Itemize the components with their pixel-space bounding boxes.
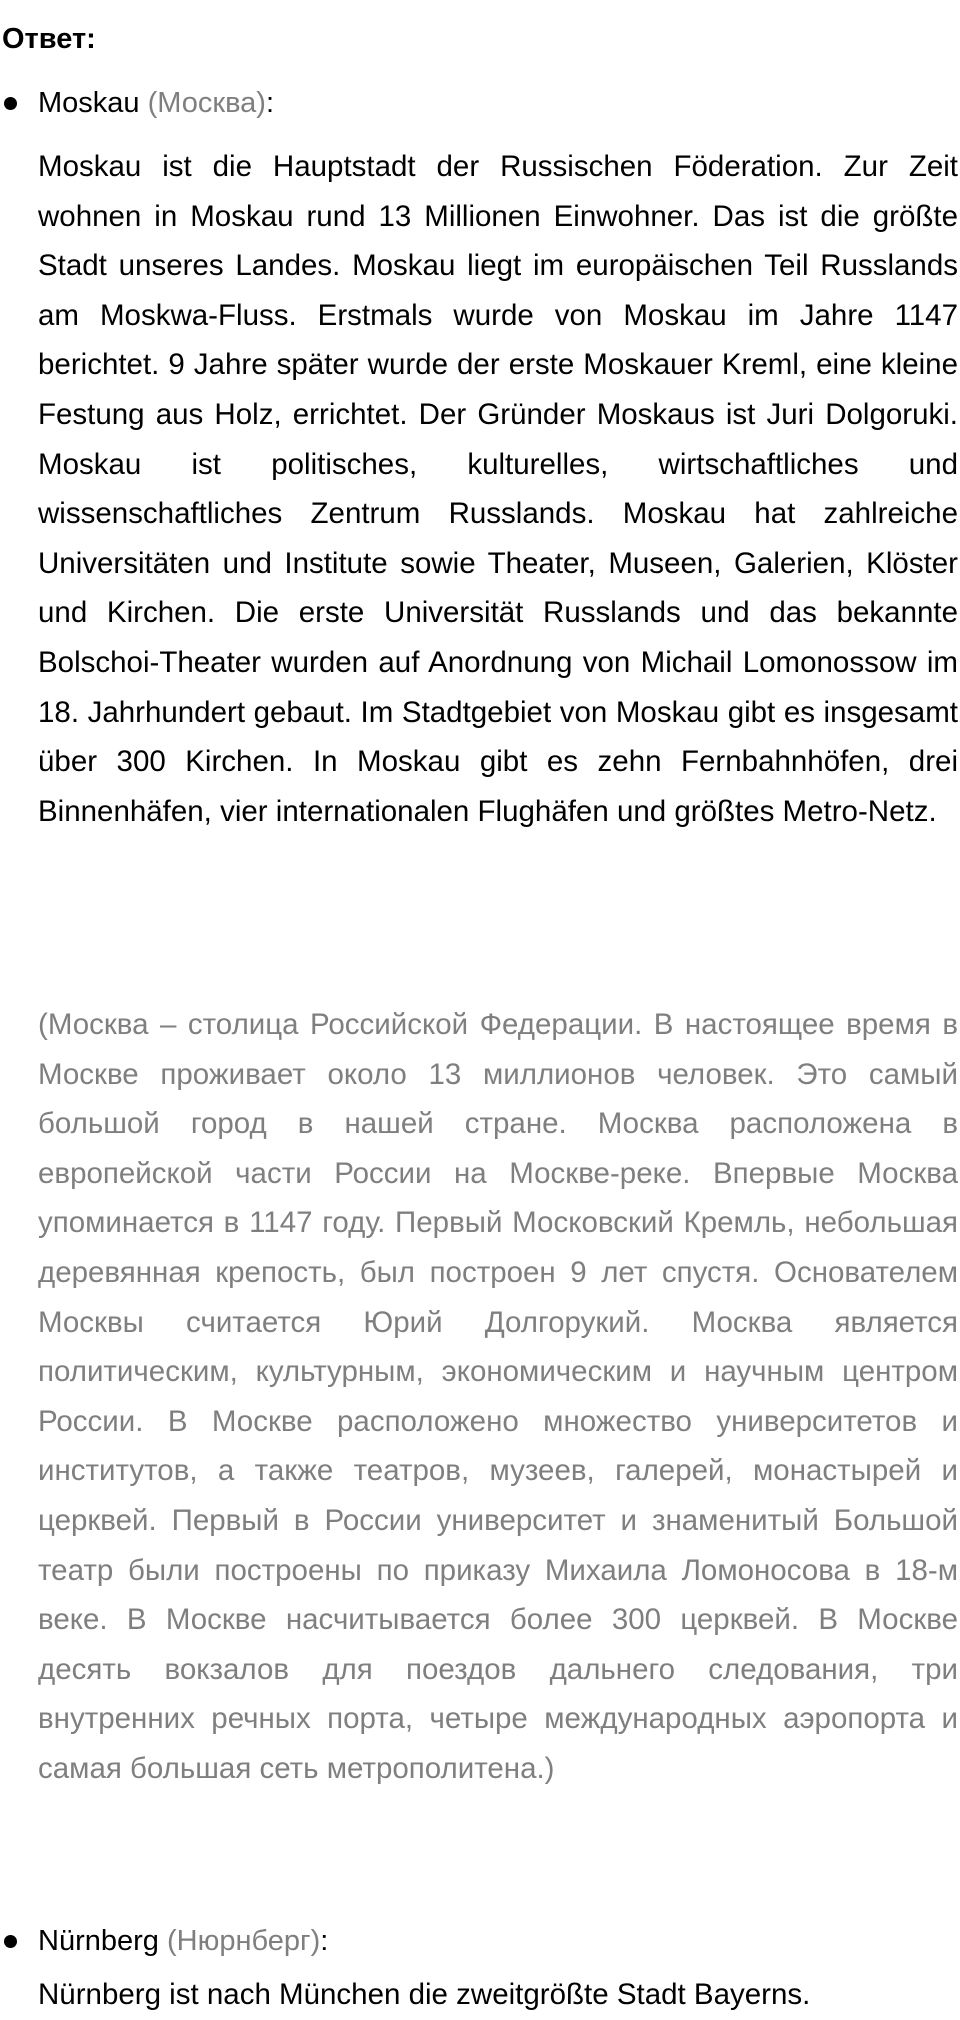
bullet-icon (4, 97, 17, 110)
paragraph-german: Moskau ist die Hauptstadt der Russischen Föderation. Zur Zeit wohnen in Moskau rund 13 Millionen Einwohner. Das ist die größte Stadt unseres Landes. Moskau liegt im europäischen Teil Russlands am Moskwa-Fluss. Erstmals wurde von Moskau im Jahre 1147 berichtet. 9 Jahre später wurde der erste Moskauer Kreml, eine kleine Festung aus Holz, errichtet. Der Gründer Moskaus ist Juri Dolgoruki. Moskau ist politisches, kulturelles, wirtschaftliches und wissenschaftliches Zentrum Russlands. Moskau hat zahlreiche Universitäten und Institute sowie Theater, Museen, Galerien, Klöster und Kirchen. Die erste Universität Russlands und das bekannte Bolschoi-Theater wurden auf Anordnung von Michail Lomonossow im 18. Jahrhundert gebaut. Im Stadtgebiet von Moskau gibt es insgesamt über 300 Kirchen. In Moskau gibt es zehn Fernbahnhöfen, drei Binnenhäfen, vier internationalen Flughäfen und größtes Metro-Netz. (38, 150, 958, 828)
list-item-title (38, 82, 274, 124)
title-colon: : (320, 1925, 329, 1957)
paragraph-russian-translation: (Москва – столица Российской Федерации. В настоящее время в Москве проживает около 13 миллионов человек. Это самый большой город в нашей стране. Москва расположена в европейской части России на Москве-реке. Впервые Москва упоминается в 1147 году. Первый Московский Кремль, небольшая деревянная крепость, был построен 9 лет спустя. Основателем Москвы считается Юрий Долгорукий. Москва является политическим, культурным, экономическим и научным центром России. В Москве расположено множество университетов и институтов, а также театров, музеев, галерей, монастырей и церквей. Первый в России университет и знаменитый Большой театр были построены по приказу Михаила Ломоносова в 18-м веке. В Москве насчитывается более 300 церквей. В Москве десять вокзалов для поездов дальнего следования, три внутренних речных порта, четыре международных аэропорта и самая большая сеть метрополитена.) (38, 1008, 958, 1785)
paragraph-german-nuernberg: Nürnberg ist nach München die zweitgrößte Stadt Bayerns. (38, 1978, 811, 2011)
city-name-russian: (Нюрнберг) (166, 1925, 321, 1957)
bullet-icon (4, 1935, 17, 1948)
city-name-german: Moskau (38, 87, 140, 119)
list-item-title (38, 1920, 328, 1962)
city-name-german: Nürnberg (38, 1925, 159, 1957)
answer-heading: Ответ: (2, 23, 96, 55)
title-colon: : (265, 87, 274, 119)
city-name-russian: (Москва) (147, 87, 266, 119)
